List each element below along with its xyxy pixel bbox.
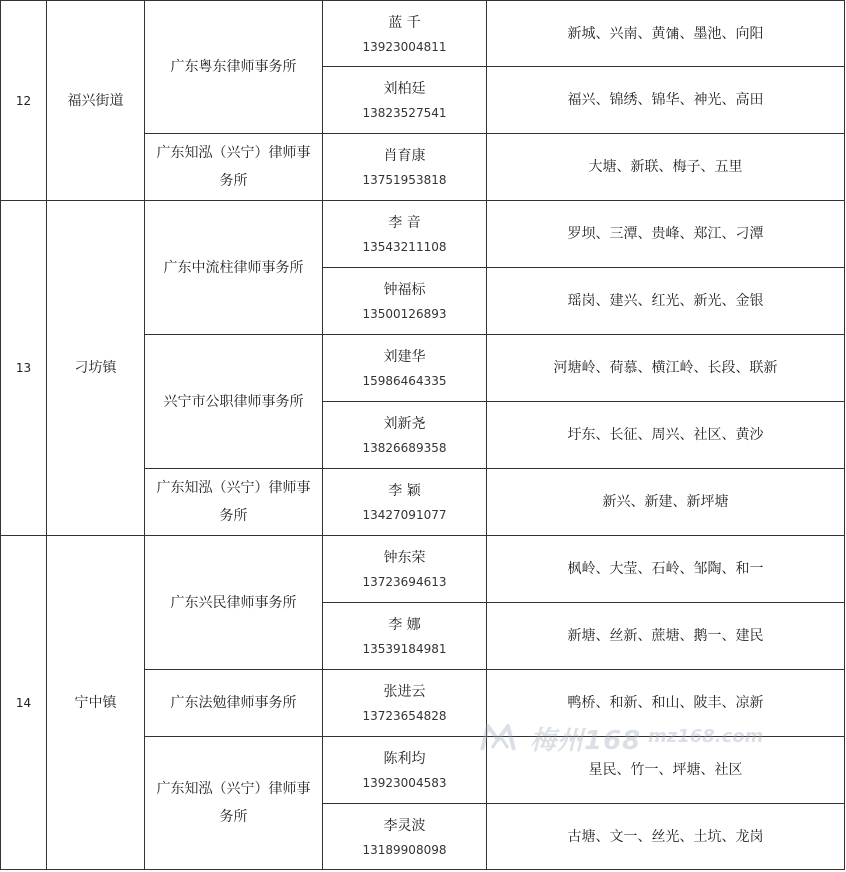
table-row <box>1 536 845 603</box>
lawyer-cell <box>323 402 487 469</box>
lawyer-phone: 15986464335 <box>362 374 447 388</box>
lawyer-phone: 13751953818 <box>362 173 447 187</box>
town-name: 福兴街道 <box>47 1 145 201</box>
lawyer-name: 刘新尧 <box>383 416 426 432</box>
lawyer-name: 李 音 <box>388 215 421 231</box>
village-list: 古塘、文一、丝光、土坑、龙岗 <box>487 804 845 870</box>
law-firm-name: 广东兴民律师事务所 <box>145 536 323 670</box>
lawyer-name: 刘柏廷 <box>383 81 426 97</box>
law-firm-name: 广东粤东律师事务所 <box>145 1 323 134</box>
village-list: 新塘、丝新、蔗塘、鹅一、建民 <box>487 603 845 670</box>
village-list: 罗坝、三潭、贵峰、郑江、刁潭 <box>487 201 845 268</box>
law-firm-name: 广东知泓（兴宁）律师事务所 <box>145 737 323 870</box>
lawyer-phone: 13543211108 <box>362 240 447 254</box>
lawyer-phone: 13723654828 <box>362 709 447 723</box>
lawyer-name: 钟东荣 <box>383 550 426 566</box>
table-row <box>1 1 845 67</box>
lawyer-phone: 13539184981 <box>362 642 447 656</box>
lawyer-name: 刘建华 <box>383 349 426 365</box>
village-list: 河塘岭、荷慕、横江岭、长段、联新 <box>487 335 845 402</box>
lawyer-phone: 13189908098 <box>362 842 447 857</box>
row-number: 14 <box>1 536 47 870</box>
watermark-site-name: 梅州168 <box>530 726 642 756</box>
table-row <box>1 201 845 268</box>
lawyer-name: 李灵波 <box>383 817 426 834</box>
town-name: 宁中镇 <box>47 536 145 870</box>
lawyer-cell <box>323 268 487 335</box>
law-firm-name: 兴宁市公职律师事务所 <box>145 335 323 469</box>
lawyer-cell <box>323 201 487 268</box>
lawyer-cell <box>323 536 487 603</box>
lawyer-name: 蓝 千 <box>388 14 421 31</box>
lawyer-name: 陈利均 <box>383 751 426 767</box>
lawyer-cell <box>323 804 487 870</box>
lawyer-cell <box>323 134 487 201</box>
village-list: 圩东、长征、周兴、社区、黄沙 <box>487 402 845 469</box>
village-list: 新城、兴南、黄𫗦、墨池、向阳 <box>487 1 845 67</box>
law-firm-name: 广东中流柱律师事务所 <box>145 201 323 335</box>
lawyer-name: 钟福标 <box>383 282 426 298</box>
village-list: 大塘、新联、梅子、五里 <box>487 134 845 201</box>
lawyer-cell <box>323 469 487 536</box>
village-list: 鸭桥、和新、和山、陂丰、凉新 <box>487 670 845 737</box>
row-number: 13 <box>1 201 47 536</box>
lawyer-name: 李 娜 <box>388 617 421 633</box>
law-firm-name: 广东法勉律师事务所 <box>145 670 323 737</box>
village-list: 瑶岗、建兴、红光、新光、金银 <box>487 268 845 335</box>
village-list: 新兴、新建、新坪塘 <box>487 469 845 536</box>
town-name: 刁坊镇 <box>47 201 145 536</box>
watermark-domain: mz168.com <box>648 726 764 747</box>
village-list: 星民、竹一、坪塘、社区 <box>487 737 845 804</box>
lawyer-phone: 13923004583 <box>362 776 447 790</box>
row-number: 12 <box>1 1 47 201</box>
lawyer-cell <box>323 1 487 67</box>
lawyer-name: 李 颖 <box>388 483 421 499</box>
lawyer-cell <box>323 670 487 737</box>
lawyer-phone: 13427091077 <box>362 508 447 522</box>
lawyer-phone: 13826689358 <box>362 441 447 455</box>
lawyer-phone: 13723694613 <box>362 575 447 589</box>
lawyer-cell <box>323 603 487 670</box>
lawyer-cell <box>323 335 487 402</box>
lawyer-phone: 13923004811 <box>362 39 447 54</box>
lawyer-phone: 13823527541 <box>362 106 447 120</box>
village-list: 福兴、锦绣、锦华、神光、高田 <box>487 67 845 134</box>
lawyer-cell <box>323 737 487 804</box>
law-firm-name: 广东知泓（兴宁）律师事务所 <box>145 469 323 536</box>
law-firm-name: 广东知泓（兴宁）律师事务所 <box>145 134 323 201</box>
village-list: 枫岭、大莹、石岭、邹陶、和一 <box>487 536 845 603</box>
lawyer-cell <box>323 67 487 134</box>
lawyer-name: 张进云 <box>383 684 426 700</box>
lawyer-name: 肖育康 <box>383 148 426 164</box>
lawyer-phone: 13500126893 <box>362 307 447 321</box>
